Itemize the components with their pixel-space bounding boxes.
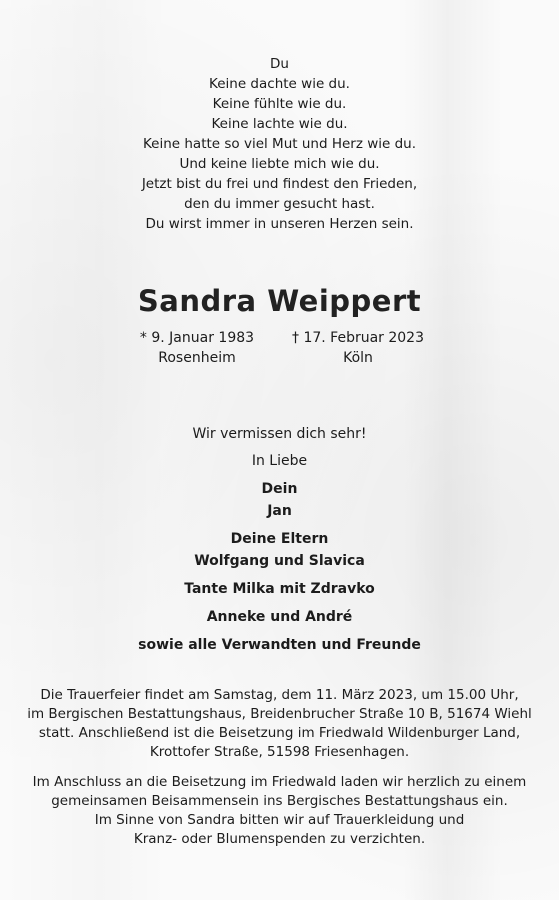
ceremony-line: Die Trauerfeier findet am Samstag, dem 11. März 2023, um 15.00 Uhr, — [40, 687, 519, 703]
signer-line: sowie alle Verwandten und Freunde — [138, 637, 421, 653]
signer-line: Anneke und André — [206, 609, 353, 625]
signer-line: Deine Eltern — [230, 531, 329, 547]
gathering-line: Im Anschluss an die Beisetzung im Friedwald laden wir herzlich zu einem — [32, 774, 527, 790]
in-love-text: In Liebe — [251, 453, 308, 469]
gathering-info — [0, 773, 559, 849]
signers — [0, 478, 559, 656]
signer-line: Jan — [267, 503, 292, 519]
poem-line: Jetzt bist du frei und findest den Frieden, — [141, 176, 418, 192]
ceremony-line: statt. Anschließend ist die Beisetzung im Friedwald Wildenburger Land, — [38, 725, 521, 741]
poem — [0, 54, 559, 234]
gathering-line: Kranz- oder Blumenspenden zu verzichten. — [133, 831, 426, 847]
death-info — [288, 328, 428, 368]
poem-line: Keine lachte wie du. — [211, 116, 348, 132]
birth-info — [138, 328, 256, 368]
death-place: Köln — [343, 350, 373, 366]
birth-date: * 9. Januar 1983 — [139, 330, 255, 346]
miss-you-text: Wir vermissen dich sehr! — [192, 426, 367, 442]
poem-line: Keine dachte wie du. — [209, 76, 350, 92]
poem-line: Du — [270, 56, 289, 72]
signer-line: Tante Milka mit Zdravko — [184, 581, 375, 597]
poem-line: Keine fühlte wie du. — [212, 96, 347, 112]
gathering-line: Im Sinne von Sandra bitten wir auf Trauerkleidung und — [94, 812, 465, 828]
ceremony-line: im Bergischen Bestattungshaus, Breidenbrucher Straße 10 B, 51674 Wiehl — [27, 706, 532, 722]
deceased-name: Sandra Weippert — [137, 284, 422, 318]
signer-line: Dein — [261, 481, 298, 497]
signer-line: Wolfgang und Slavica — [194, 553, 365, 569]
poem-line: Du wirst immer in unseren Herzen sein. — [145, 216, 414, 232]
ceremony-line: Krottofer Straße, 51598 Friesenhagen. — [149, 744, 410, 760]
poem-line: Keine hatte so viel Mut und Herz wie du. — [142, 136, 417, 152]
ceremony-info — [0, 686, 559, 762]
death-date: † 17. Februar 2023 — [292, 330, 424, 346]
poem-line: den du immer gesucht hast. — [184, 196, 375, 212]
gathering-line: gemeinsamen Beisammensein ins Bergisches Bestattungshaus ein. — [51, 793, 508, 809]
poem-line: Und keine liebte mich wie du. — [179, 156, 380, 172]
birth-place: Rosenheim — [158, 350, 236, 366]
